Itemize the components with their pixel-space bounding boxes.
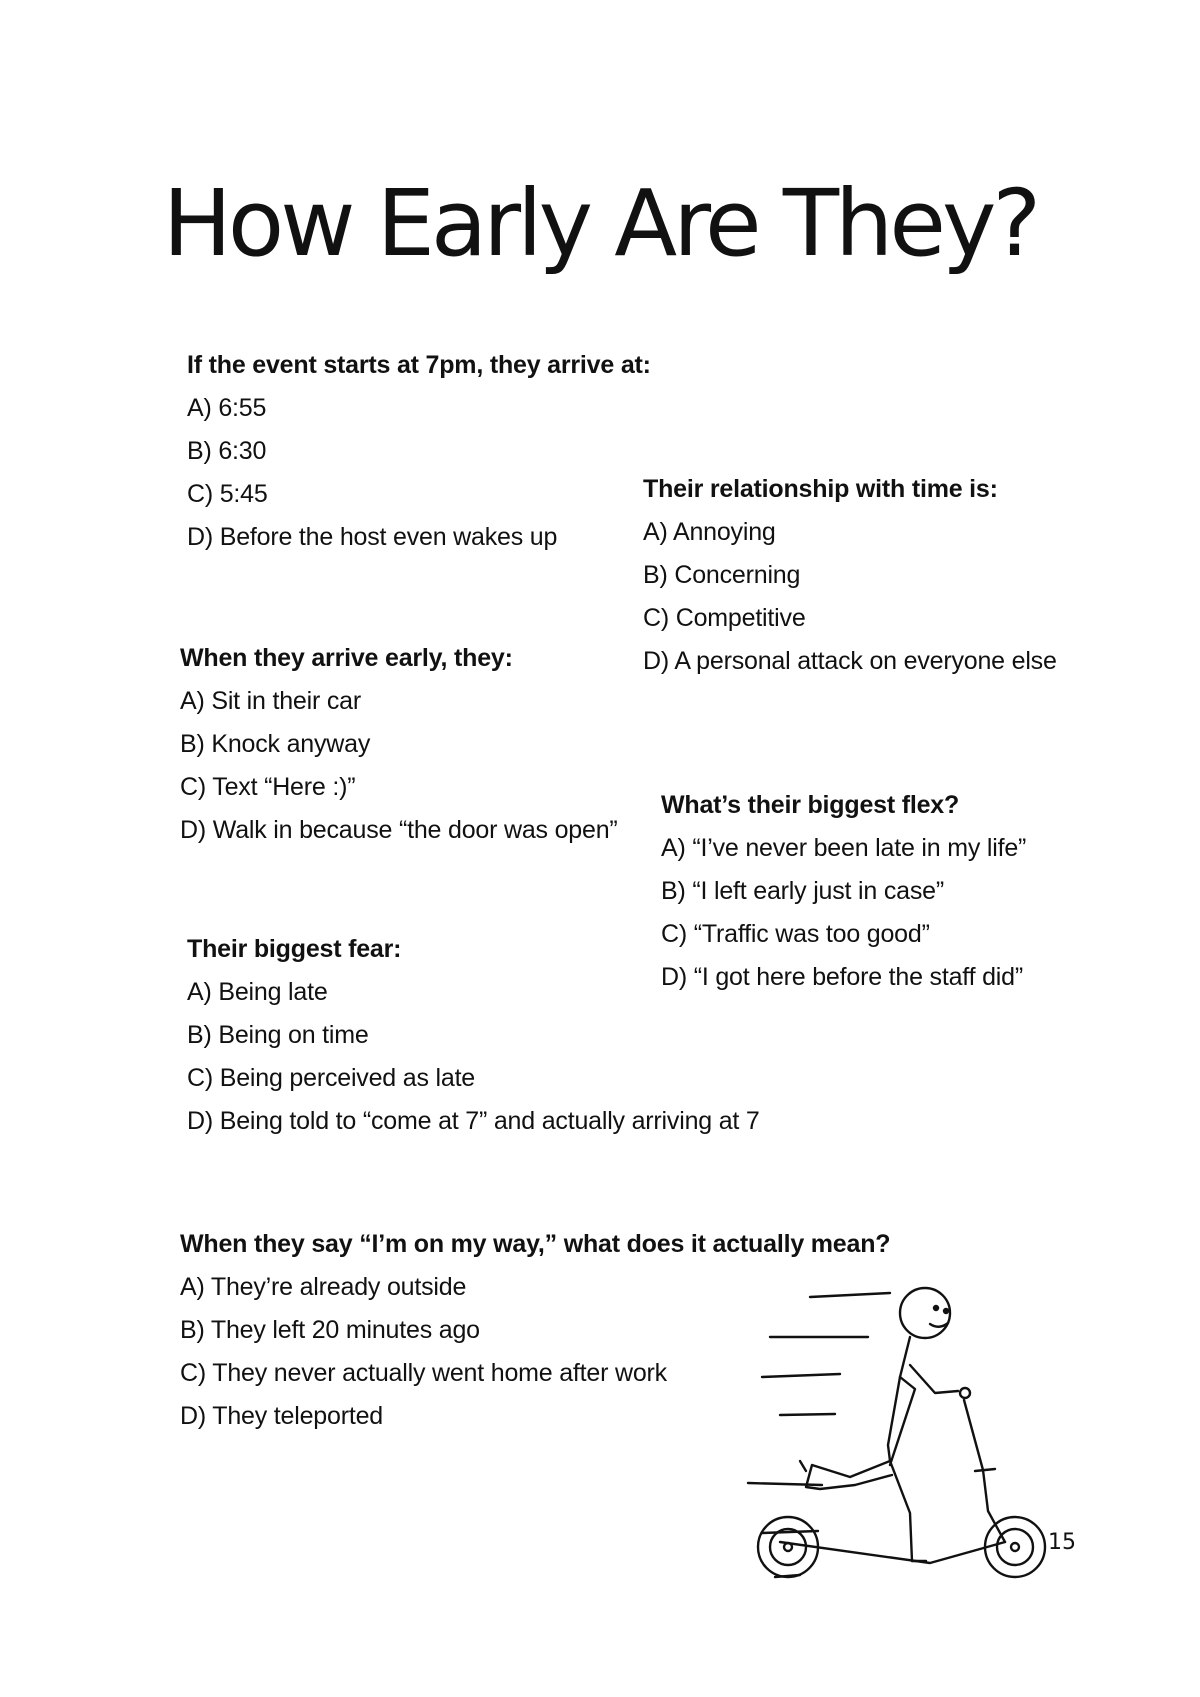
question-block-biggest-fear: [187, 928, 760, 1143]
option-d: D) They teleported: [180, 1402, 383, 1430]
option-d: D) Walk in because “the door was open”: [180, 816, 618, 844]
option-c: C) Text “Here :)”: [180, 773, 356, 801]
option-a: A) Sit in their car: [180, 687, 361, 715]
option-a: A) Annoying: [643, 518, 776, 546]
option-d: D) “I got here before the staff did”: [661, 963, 1023, 991]
option-c: C) “Traffic was too good”: [661, 920, 930, 948]
question-block-arrival-time: [187, 344, 651, 559]
option-c: C) Competitive: [643, 604, 806, 632]
option-b: B) Being on time: [187, 1021, 369, 1049]
option-d: D) Before the host even wakes up: [187, 523, 558, 551]
question-text: When they arrive early, they:: [180, 644, 513, 672]
option-a: A) “I’ve never been late in my life”: [661, 834, 1027, 862]
option-c: C) They never actually went home after work: [180, 1359, 667, 1387]
question-text: Their biggest fear:: [187, 935, 402, 963]
question-block-relationship-with-time: [643, 468, 1057, 683]
question-text: If the event starts at 7pm, they arrive at:: [187, 351, 651, 379]
option-b: B) “I left early just in case”: [661, 877, 944, 905]
page-number: 15: [1048, 1530, 1076, 1555]
option-d: D) A personal attack on everyone else: [643, 647, 1057, 675]
option-c: C) Being perceived as late: [187, 1064, 476, 1092]
option-a: A) 6:55: [187, 394, 267, 422]
option-c: C) 5:45: [187, 480, 268, 508]
question-block-arrive-early: [180, 637, 618, 852]
option-b: B) Knock anyway: [180, 730, 371, 758]
option-b: B) They left 20 minutes ago: [180, 1316, 480, 1344]
question-text: Their relationship with time is:: [643, 475, 998, 503]
option-b: B) Concerning: [643, 561, 801, 589]
option-d: D) Being told to “come at 7” and actually arriving at 7: [187, 1107, 760, 1135]
question-text: What’s their biggest flex?: [661, 791, 960, 819]
option-b: B) 6:30: [187, 437, 267, 465]
option-a: A) They’re already outside: [180, 1273, 467, 1301]
scooter-stick-figure-illustration: [740, 1285, 1080, 1595]
page-title: How Early Are They?: [162, 170, 1038, 277]
option-a: A) Being late: [187, 978, 328, 1006]
question-text: When they say “I’m on my way,” what does it actually mean?: [180, 1230, 891, 1258]
